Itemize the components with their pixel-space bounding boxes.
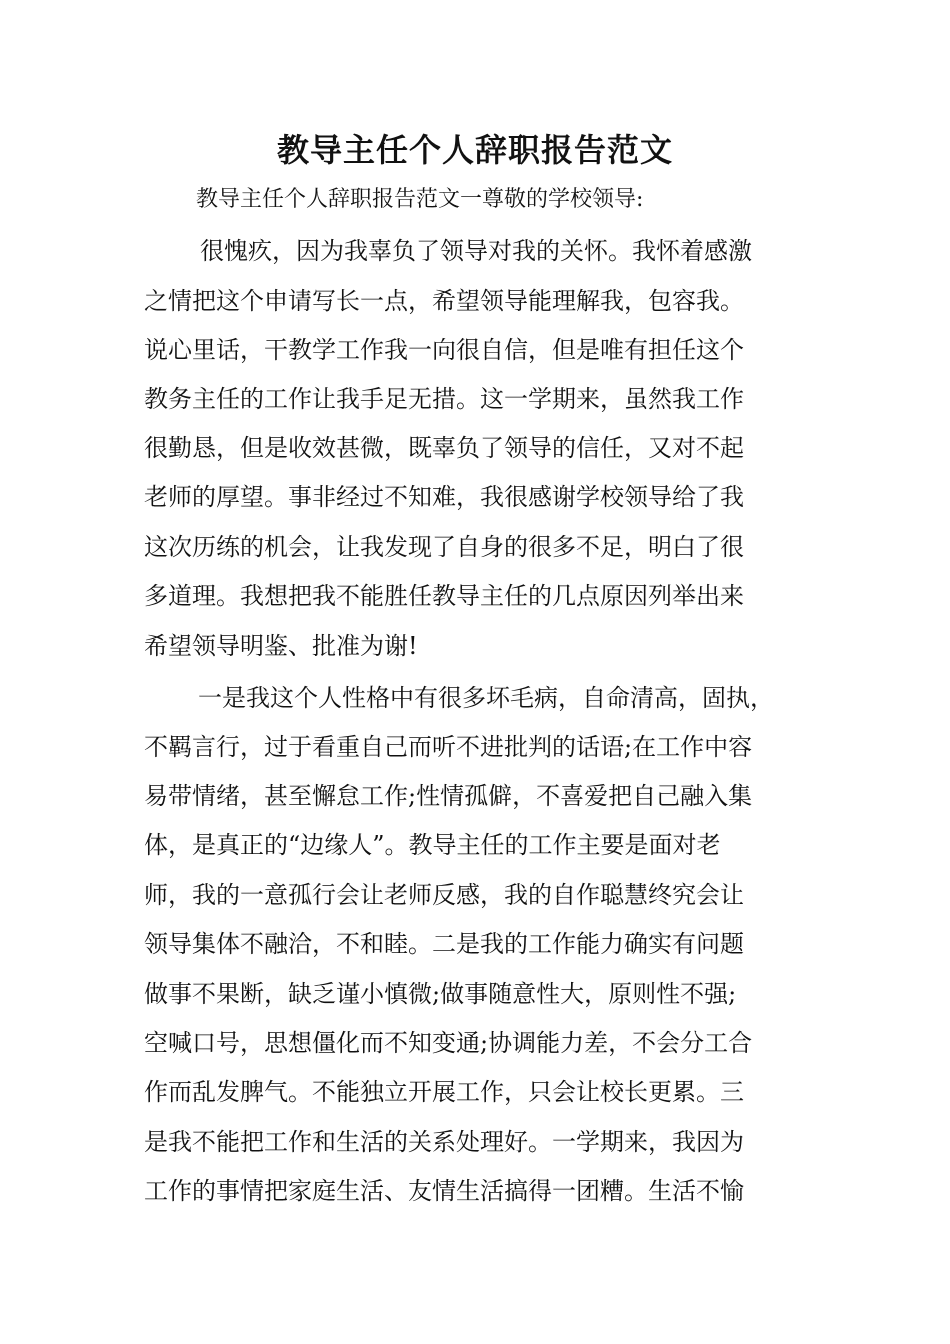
paragraph-line: 之情把这个申请写长一点，希望领导能理解我，包容我。 bbox=[144, 287, 744, 315]
paragraph-line: 老师的厚望。事非经过不知难，我很感谢学校领导给了我 bbox=[144, 483, 744, 511]
paragraph-line: 这次历练的机会，让我发现了自身的很多不足，明白了很 bbox=[144, 533, 744, 561]
paragraph-line: 体，是真正的“边缘人”。教导主任的工作主要是面对老 bbox=[144, 831, 721, 859]
paragraph-line: 师，我的一意孤行会让老师反感，我的自作聪慧终究会让 bbox=[144, 881, 744, 909]
paragraph-line: 工作的事情把家庭生活、友情生活搞得一团糟。生活不愉 bbox=[144, 1177, 744, 1205]
paragraph-line: 很愧疚，因为我辜负了领导对我的关怀。我怀着感激 bbox=[200, 237, 752, 265]
paragraph-line: 很勤恳，但是收效甚微，既辜负了领导的信任，又对不起 bbox=[144, 434, 744, 462]
paragraph-line: 不羁言行，过于看重自己而听不进批判的话语;在工作中容 bbox=[144, 733, 753, 761]
paragraph-line: 易带情绪，甚至懈怠工作;性情孤僻，不喜爱把自己融入集 bbox=[144, 782, 753, 810]
paragraph-line: 多道理。我想把我不能胜任教导主任的几点原因列举出来 bbox=[144, 582, 744, 610]
paragraph-line: 空喊口号，思想僵化而不知变通;协调能力差，不会分工合 bbox=[144, 1029, 753, 1057]
paragraph-line: 作而乱发脾气。不能独立开展工作，只会让校长更累。三 bbox=[144, 1078, 744, 1106]
paragraph-line: 一是我这个人性格中有很多坏毛病，自命清高，固执， bbox=[198, 684, 774, 712]
paragraph-line: 做事不果断，缺乏谨小慎微;做事随意性大，原则性不强; bbox=[144, 980, 737, 1008]
paragraph-line: 说心里话，干教学工作我一向很自信，但是唯有担任这个 bbox=[144, 336, 744, 364]
paragraph-line: 教务主任的工作让我手足无措。这一学期来，虽然我工作 bbox=[144, 385, 744, 413]
paragraph-line: 希望领导明鉴、批准为谢! bbox=[144, 632, 418, 660]
document-title: 教导主任个人辞职报告范文 bbox=[276, 131, 673, 169]
paragraph-line: 领导集体不融洽，不和睦。二是我的工作能力确实有问题 bbox=[144, 930, 744, 958]
paragraph-line: 是我不能把工作和生活的关系处理好。一学期来，我因为 bbox=[144, 1128, 744, 1156]
document-subtitle: 教导主任个人辞职报告范文一尊敬的学校领导: bbox=[196, 187, 644, 212]
